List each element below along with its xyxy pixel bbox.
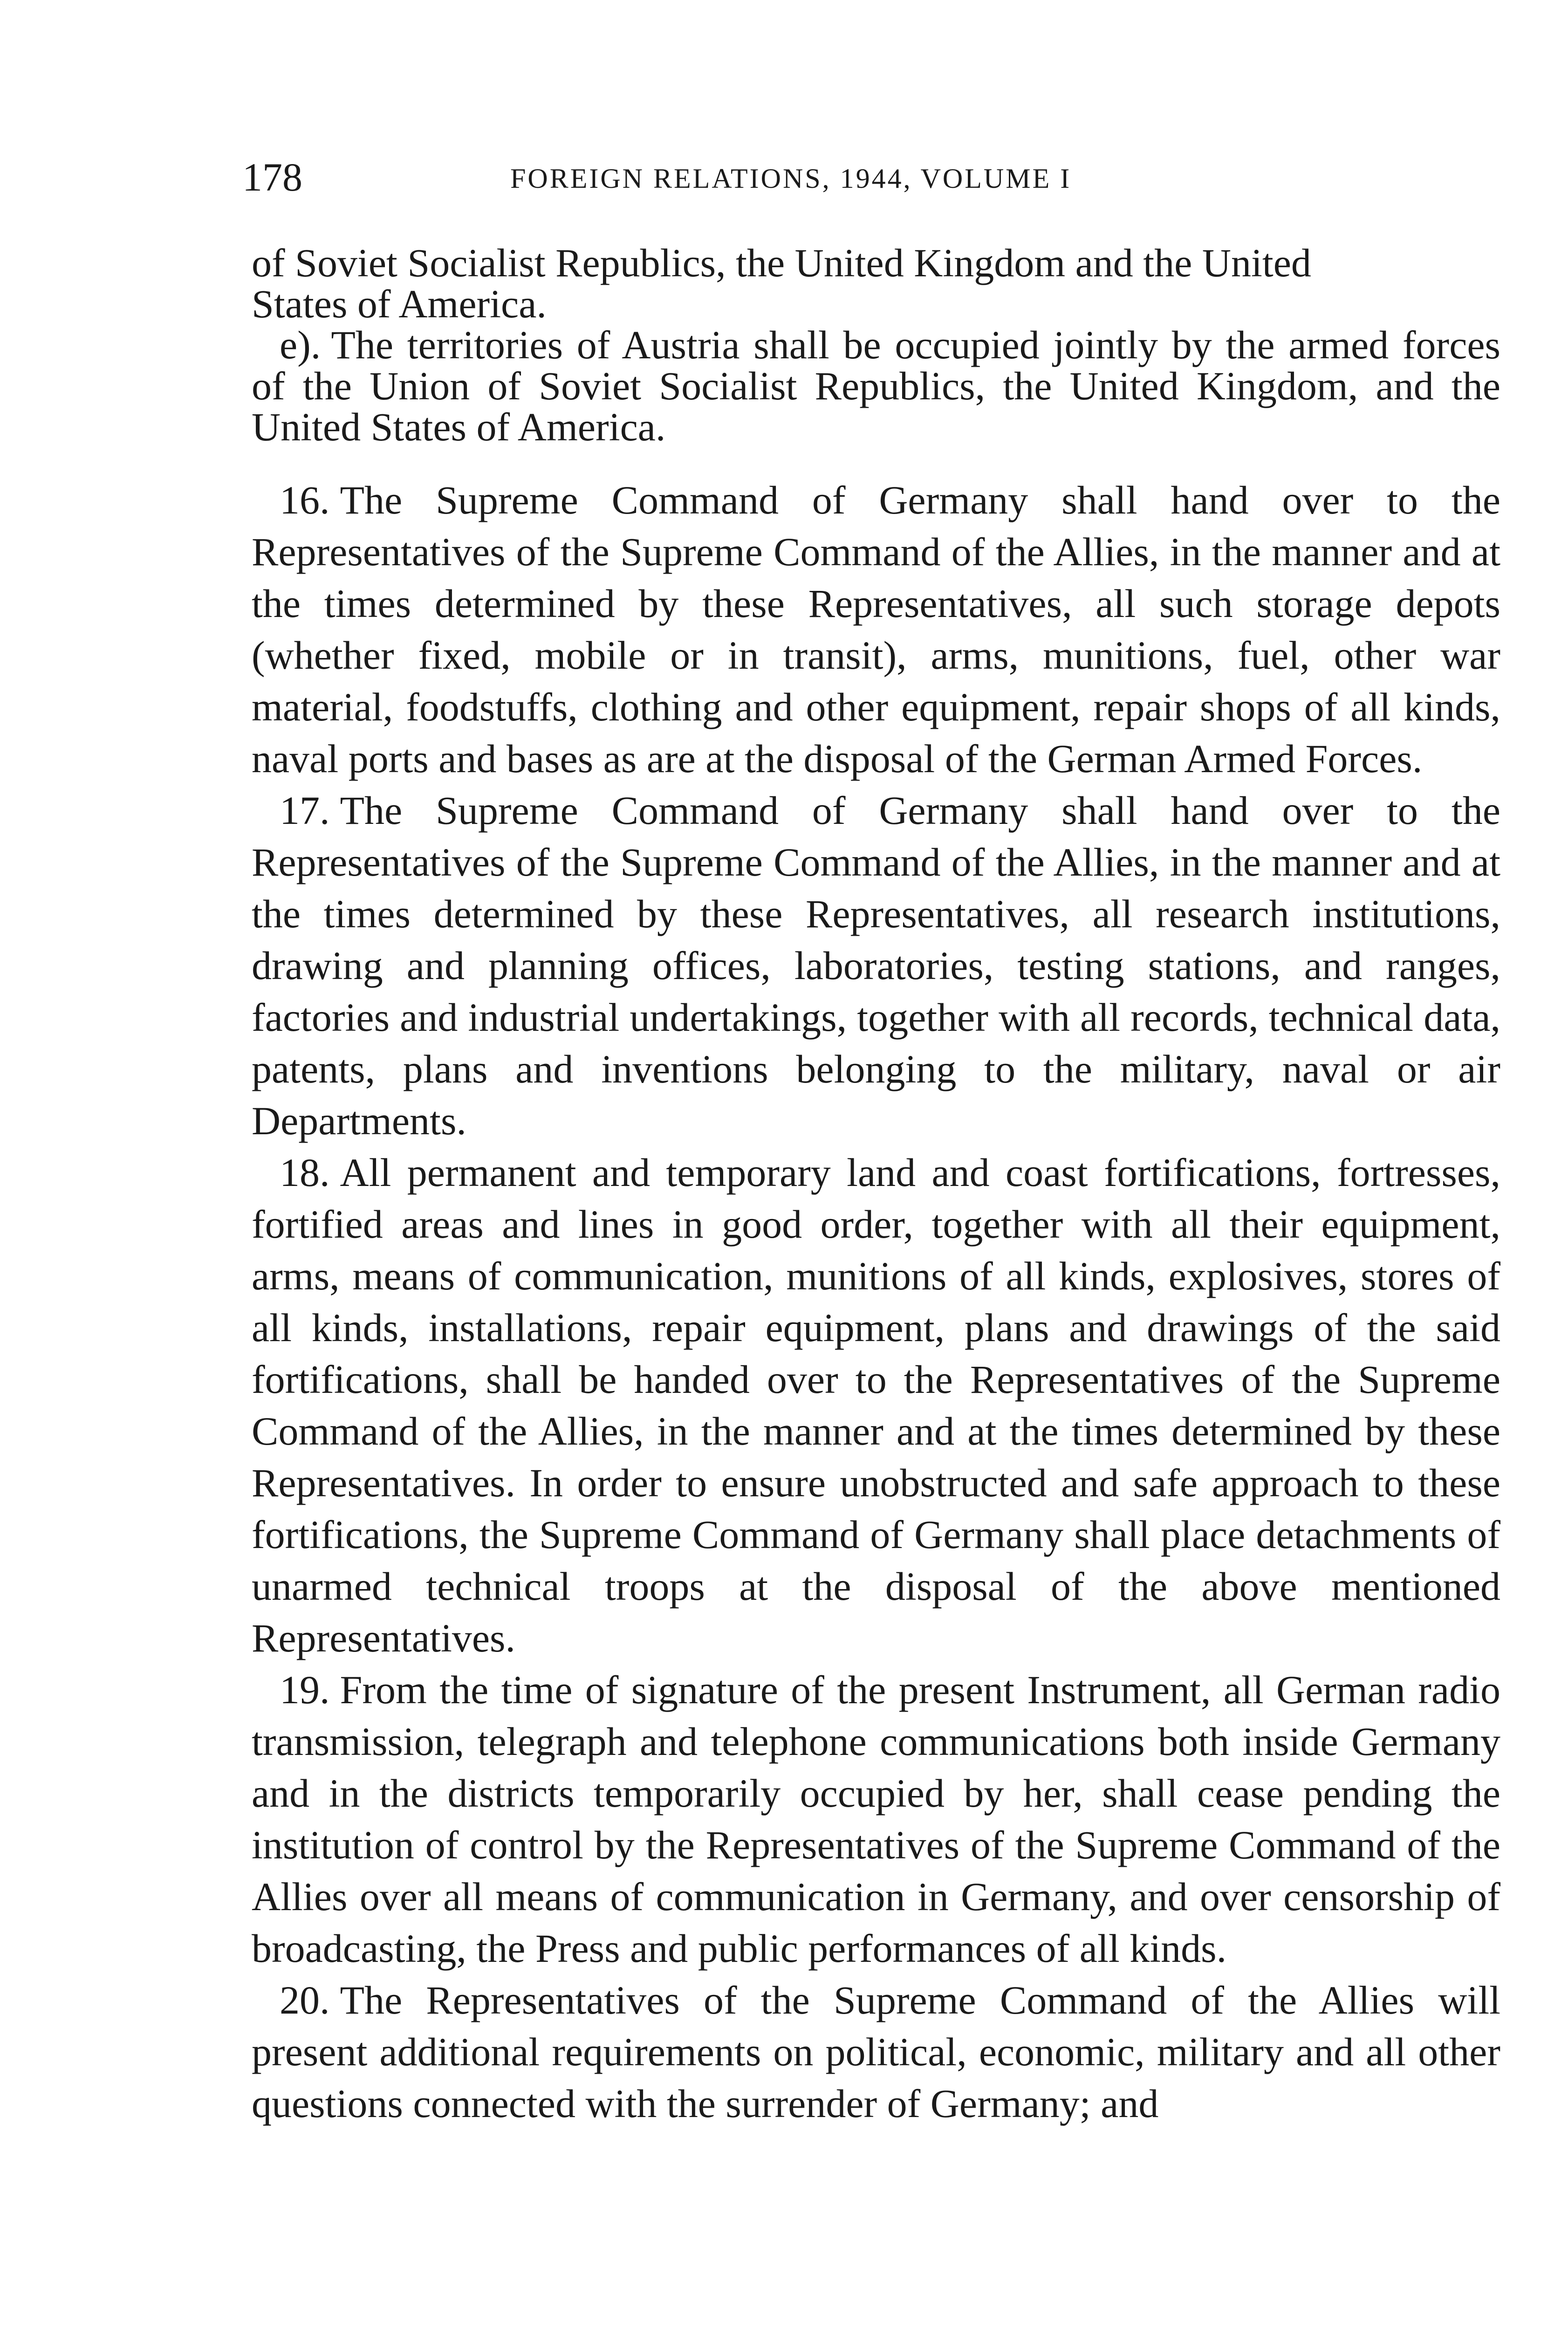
paragraph-text: The Supreme Command of Germany shall hand over to the Representatives of the Supreme Command of the Allies, in the manner and at the times determined by these Representatives, all such storage depots (whether fixed, mobile or in transit), arms, munitions, fuel, other war material, foodstuffs, clothing and other equipment, repair shops of all kinds, naval ports and bases as are at the disposal of the German Armed Forces. <box>252 478 1500 781</box>
continuation-text <box>252 242 1500 324</box>
continuation-line-2: States of America. <box>252 281 547 326</box>
paragraph-text: From the time of signature of the present Instrument, all German radio transmission, telegraph and telephone communications both inside Germany and in the districts temporarily occupied by her, shall cease pending the institution of control by the Representatives of the Supreme Command of the Allies over all means of communication in Germany, and over censorship of broadcasting, the Press and public performances of all kinds. <box>252 1667 1500 1971</box>
paragraph-number: 16. <box>280 478 330 522</box>
paragraph-20 <box>252 1974 1500 2130</box>
paragraph-text: The Supreme Command of Germany shall hand over to the Representatives of the Supreme Command of the Allies, in the manner and at the times determined by these Representatives, all research institutions, drawing and planning offices, laboratories, testing stations, and ranges, factories and industrial undertakings, together with all records, technical data, patents, plans and inventions belonging to the military, naval or air Departments. <box>252 788 1500 1143</box>
paragraph-18 <box>252 1147 1500 1664</box>
page-number: 178 <box>242 155 302 199</box>
paragraph-number: 19. <box>280 1667 330 1712</box>
paragraph-number: 17. <box>280 788 330 833</box>
paragraph-number: 18. <box>280 1150 330 1195</box>
paragraph-16 <box>252 474 1500 785</box>
paragraph-17 <box>252 785 1500 1147</box>
paragraph-number: 20. <box>280 1978 330 2022</box>
continuation-line-1: of Soviet Socialist Republics, the United Kingdom and the United <box>252 240 1311 285</box>
body-text <box>252 242 1500 2130</box>
running-head: FOREIGN RELATIONS, 1944, VOLUME I <box>510 163 1072 194</box>
subclause-label: e). <box>280 322 321 367</box>
paragraph-19 <box>252 1664 1500 1974</box>
paragraph-text: All permanent and temporary land and coast fortifications, fortresses, fortified areas and lines in good order, together with all their equipment, arms, means of communication, munitions of all kinds, explosives, stores of all kinds, installations, repair equipment, plans and drawings of the said fortifications, shall be handed over to the Representatives of the Supreme Command of the Allies, in the manner and at the times determined by these Representatives. In order to ensure unobstructed and safe approach to these fortifications, the Supreme Command of Germany shall place detachments of unarmed technical troops at the disposal of the above mentioned Representatives. <box>252 1150 1500 1660</box>
paragraph-text: The Representatives of the Supreme Command of the Allies will present additional requirements on political, economic, military and all other questions connected with the surrender of Germany; and <box>252 1978 1500 2126</box>
subclause-e <box>252 324 1500 447</box>
subclause-text: The territories of Austria shall be occupied jointly by the armed forces of the Union of Soviet Socialist Republics, the United Kingdom, and the United States of America. <box>252 322 1500 449</box>
page-header <box>242 154 1314 200</box>
